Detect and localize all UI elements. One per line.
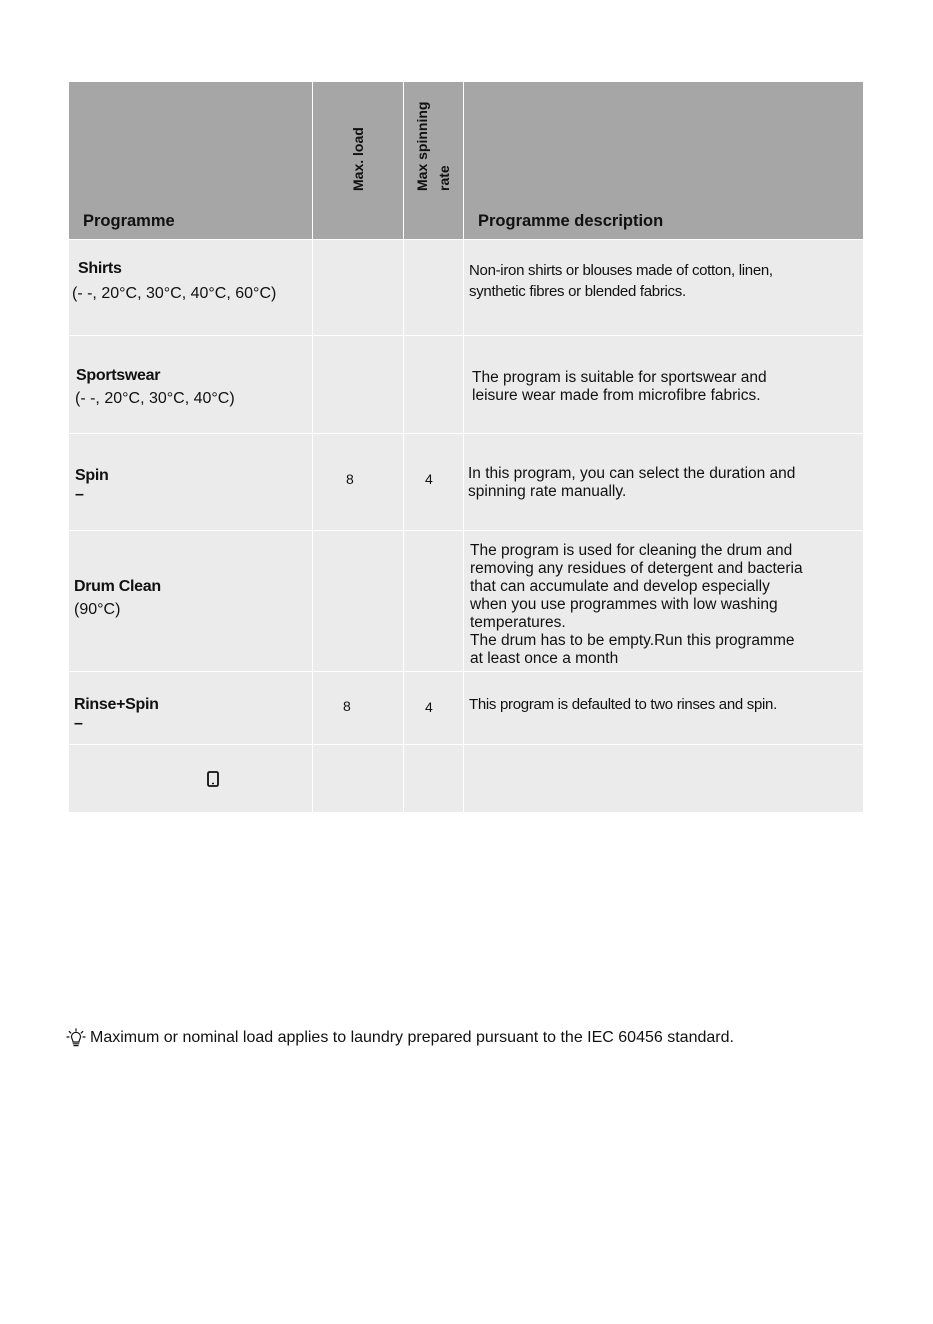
programme-temps: (- -, 20°C, 30°C, 40°C, 60°C) [72, 285, 277, 302]
load-note-text: Maximum or nominal load applies to laundry prepared pursuant to the IEC 60456 standard. [90, 1029, 734, 1046]
programme-table [69, 82, 863, 812]
programme-cell-remote [69, 744, 312, 812]
spin-cell [403, 530, 463, 671]
load-note [66, 1028, 734, 1048]
load-cell [312, 671, 403, 744]
header-max-load-label: Max. load [350, 127, 366, 191]
header-description [463, 82, 863, 239]
load-cell [312, 530, 403, 671]
lightbulb-icon [66, 1028, 86, 1048]
programme-name: Sportswear [76, 367, 161, 384]
programme-temps: (- -, 20°C, 30°C, 40°C) [75, 390, 235, 407]
programme-temps: (90°C) [74, 601, 121, 618]
description-cell [463, 744, 863, 812]
description-cell [463, 530, 863, 671]
spin-cell [403, 671, 463, 744]
load-cell [312, 335, 403, 433]
load-value: 8 [346, 471, 354, 487]
programme-description: The program is used for cleaning the drum and removing any residues of detergent and bacteria that can accumulate and develop especially when you use programmes with low washing temperatures. The drum has to be empty.Run this programme at least once a month [470, 542, 803, 667]
spin-cell [403, 335, 463, 433]
programme-cell-rinse-spin [69, 671, 312, 744]
header-max-spin-label-2: rate [436, 165, 452, 191]
load-cell [312, 744, 403, 812]
description-cell [463, 433, 863, 530]
header-max-spin-label-1: Max spinning [414, 101, 430, 191]
programme-cell-drum-clean [69, 530, 312, 671]
phone-icon [207, 771, 219, 787]
programme-description: Non-iron shirts or blouses made of cotton, linen, synthetic fibres or blended fabrics. [469, 262, 773, 300]
programme-description: In this program, you can select the duration and spinning rate manually. [468, 465, 796, 500]
description-cell [463, 335, 863, 433]
programme-name: Spin [75, 467, 109, 484]
programme-description: This program is defaulted to two rinses and spin. [469, 696, 777, 713]
description-cell [463, 239, 863, 335]
programme-description: The program is suitable for sportswear and leisure wear made from microfibre fabrics. [472, 369, 767, 404]
header-max-spin [403, 82, 463, 239]
programme-cell-sportswear [69, 335, 312, 433]
programme-cell-shirts [69, 239, 312, 335]
programme-temps: – [75, 486, 84, 503]
load-value: 8 [343, 698, 351, 714]
header-programme [69, 82, 312, 239]
spin-cell [403, 744, 463, 812]
load-cell [312, 239, 403, 335]
spin-value: 4 [425, 471, 433, 487]
programme-name: Shirts [78, 260, 122, 277]
header-description-label: Programme description [478, 212, 664, 230]
description-cell [463, 671, 863, 744]
header-max-load [312, 82, 403, 239]
header-programme-label: Programme [83, 212, 175, 230]
spin-value: 4 [425, 699, 433, 715]
programme-name: Rinse+Spin [74, 696, 159, 713]
programme-cell-spin [69, 433, 312, 530]
programme-temps: – [74, 715, 83, 732]
load-cell [312, 433, 403, 530]
programme-name: Drum Clean [74, 578, 161, 595]
spin-cell [403, 433, 463, 530]
spin-cell [403, 239, 463, 335]
